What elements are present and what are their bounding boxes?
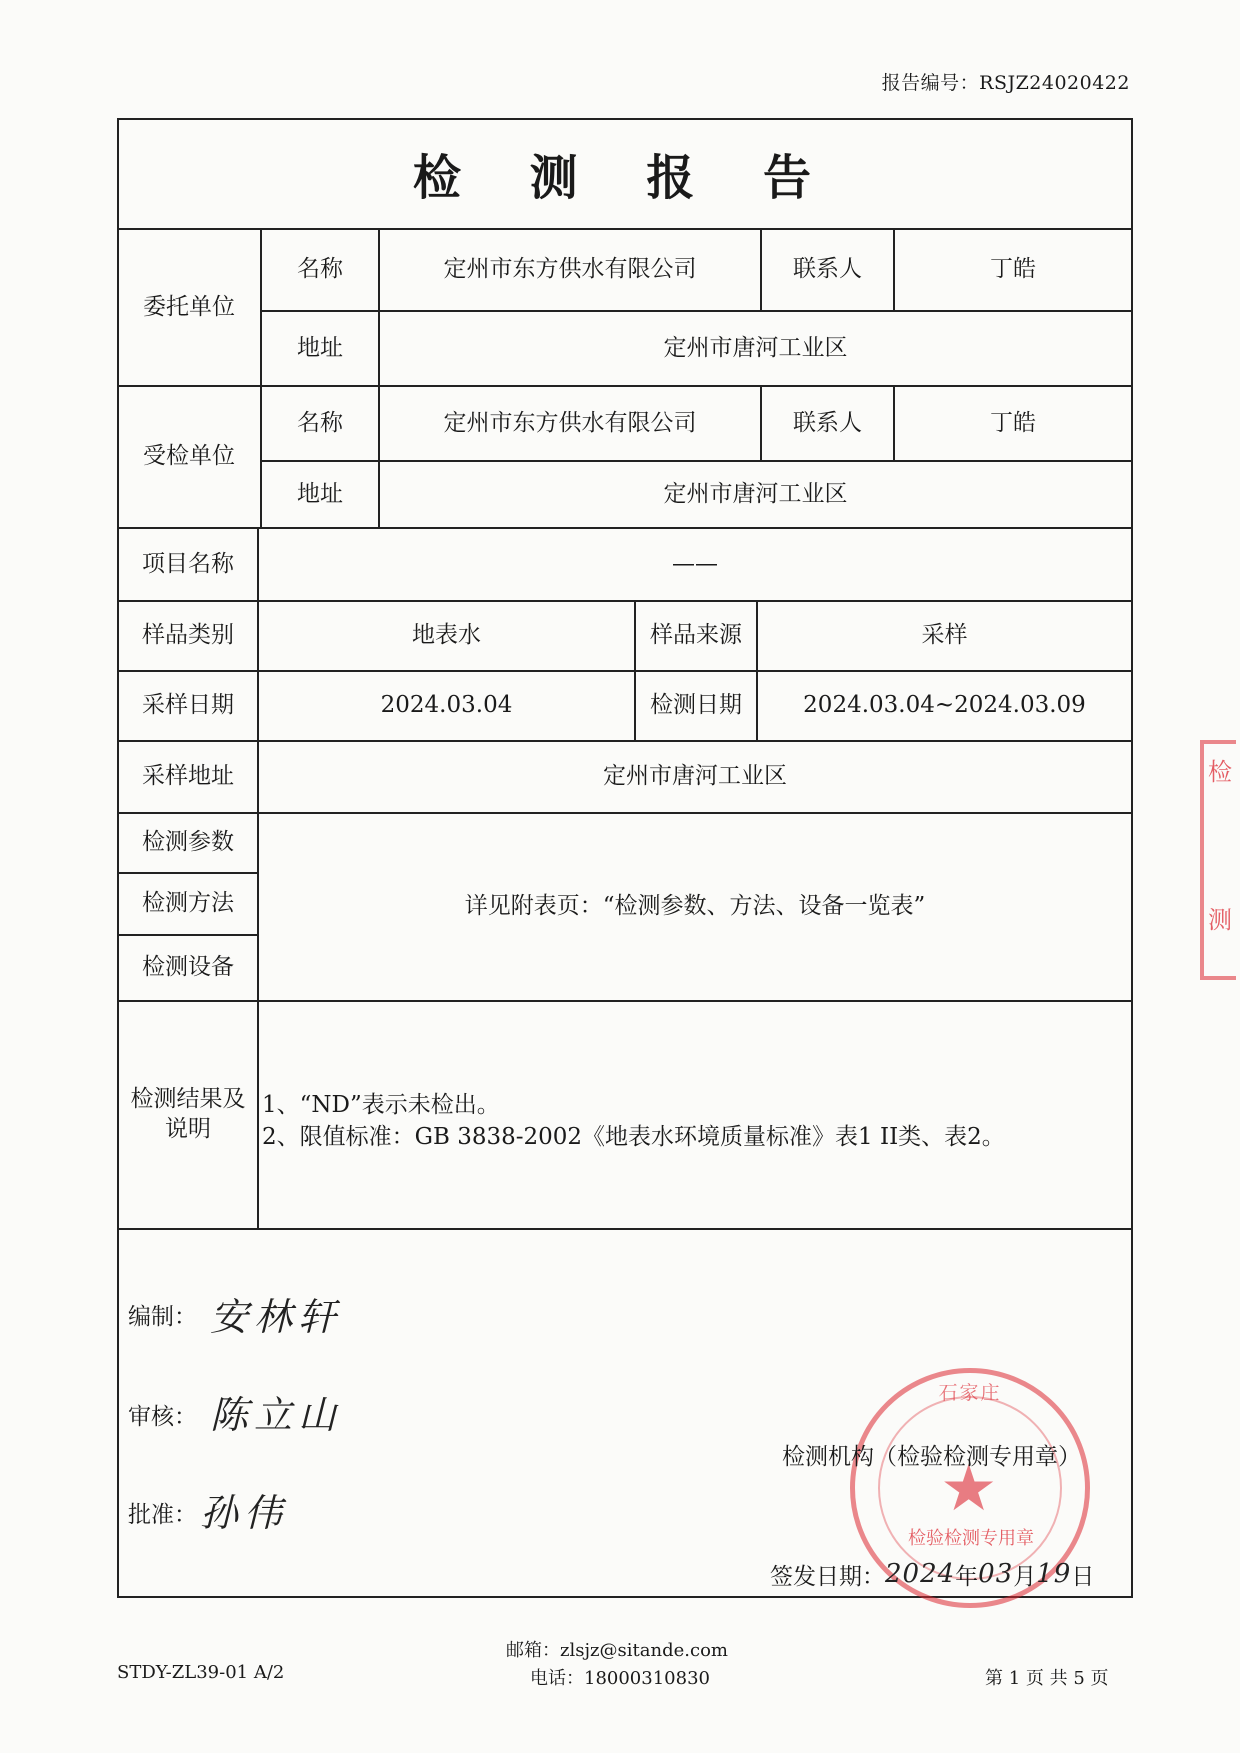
divider: [117, 1228, 1133, 1230]
approved-signature: 孙伟: [200, 1491, 289, 1536]
page-number: 第 1 页 共 5 页: [985, 1668, 1109, 1689]
sample-location-label: 采样地址: [142, 763, 234, 790]
footer-email: 邮箱：zlsjz@sitande.com: [506, 1640, 728, 1661]
seal-star-icon: ★: [940, 1452, 998, 1526]
results-line-2: 2、限值标准：GB 3838-2002《地表水环境质量标准》表1 II类、表2。: [262, 1124, 1005, 1151]
test-params-label: 检测参数: [142, 829, 234, 856]
client-address-label: 地址: [297, 334, 343, 361]
sample-source: 采样: [921, 622, 968, 649]
sample-date-label: 采样日期: [142, 692, 234, 719]
issue-day-unit: 日: [1071, 1563, 1095, 1590]
issue-year: 2024: [885, 1559, 956, 1589]
sample-category: 地表水: [412, 622, 481, 649]
methods-note: 详见附表页：“检测参数、方法、设备一览表”: [464, 893, 926, 920]
client-contact: 丁皓: [990, 256, 1036, 283]
divider: [117, 1000, 1133, 1002]
client-contact-label: 联系人: [793, 256, 862, 283]
sample-location: 定州市唐河工业区: [603, 763, 787, 790]
reviewed-signature: 陈立山: [210, 1393, 343, 1438]
sample-category-label: 样品类别: [142, 622, 234, 649]
form-code: STDY-ZL39-01 A/2: [117, 1662, 285, 1683]
results-label: 检测结果及说明: [130, 1086, 246, 1142]
edge-stamp-bottom: 测: [1208, 906, 1232, 934]
test-date-label: 检测日期: [650, 692, 742, 719]
approved-label: 批准：: [128, 1502, 197, 1529]
seal-bottom-text: 检验检测专用章: [908, 1528, 1034, 1549]
reviewed-label: 审核：: [128, 1404, 197, 1431]
inspected-section-label: 受检单位: [143, 443, 235, 470]
report-title: 检 测 报 告: [412, 149, 838, 206]
results-line-1: 1、“ND”表示未检出。: [262, 1092, 500, 1119]
client-name: 定州市东方供水有限公司: [443, 256, 697, 283]
inspected-contact-label: 联系人: [793, 409, 862, 436]
test-method-label: 检测方法: [142, 890, 234, 917]
prepared-label: 编制：: [128, 1304, 197, 1331]
inspected-contact: 丁皓: [990, 409, 1036, 436]
issue-date: [770, 1556, 1094, 1592]
seal-ring-text: 石家庄: [938, 1382, 1002, 1404]
issue-date-label: 签发日期：: [770, 1563, 885, 1590]
footer-phone: 电话：18000310830: [530, 1668, 710, 1689]
inspected-address-label: 地址: [297, 480, 343, 507]
inspected-name-label: 名称: [297, 409, 343, 436]
sample-date: 2024.03.04: [380, 692, 513, 719]
prepared-signature: 安林轩: [210, 1295, 343, 1340]
inspected-name: 定州市东方供水有限公司: [443, 409, 697, 436]
sample-source-label: 样品来源: [650, 622, 742, 649]
issue-day: 19: [1036, 1559, 1072, 1589]
issuing-organization: 检测机构（检验检测专用章）: [782, 1444, 1081, 1471]
report-number: 报告编号：RSJZ24020422: [881, 72, 1130, 94]
project-value: ——: [672, 550, 718, 577]
client-section-label: 委托单位: [143, 293, 235, 320]
issue-year-unit: 年: [955, 1563, 979, 1590]
project-label: 项目名称: [142, 550, 234, 577]
edge-stamp-top: 检: [1208, 758, 1232, 786]
client-address: 定州市唐河工业区: [663, 334, 848, 361]
client-name-label: 名称: [297, 256, 343, 283]
test-date: 2024.03.04~2024.03.09: [803, 692, 1086, 719]
issue-month-unit: 月: [1013, 1563, 1037, 1590]
issue-month: 03: [978, 1559, 1014, 1589]
test-equipment-label: 检测设备: [142, 954, 234, 981]
inspected-address: 定州市唐河工业区: [663, 480, 848, 507]
